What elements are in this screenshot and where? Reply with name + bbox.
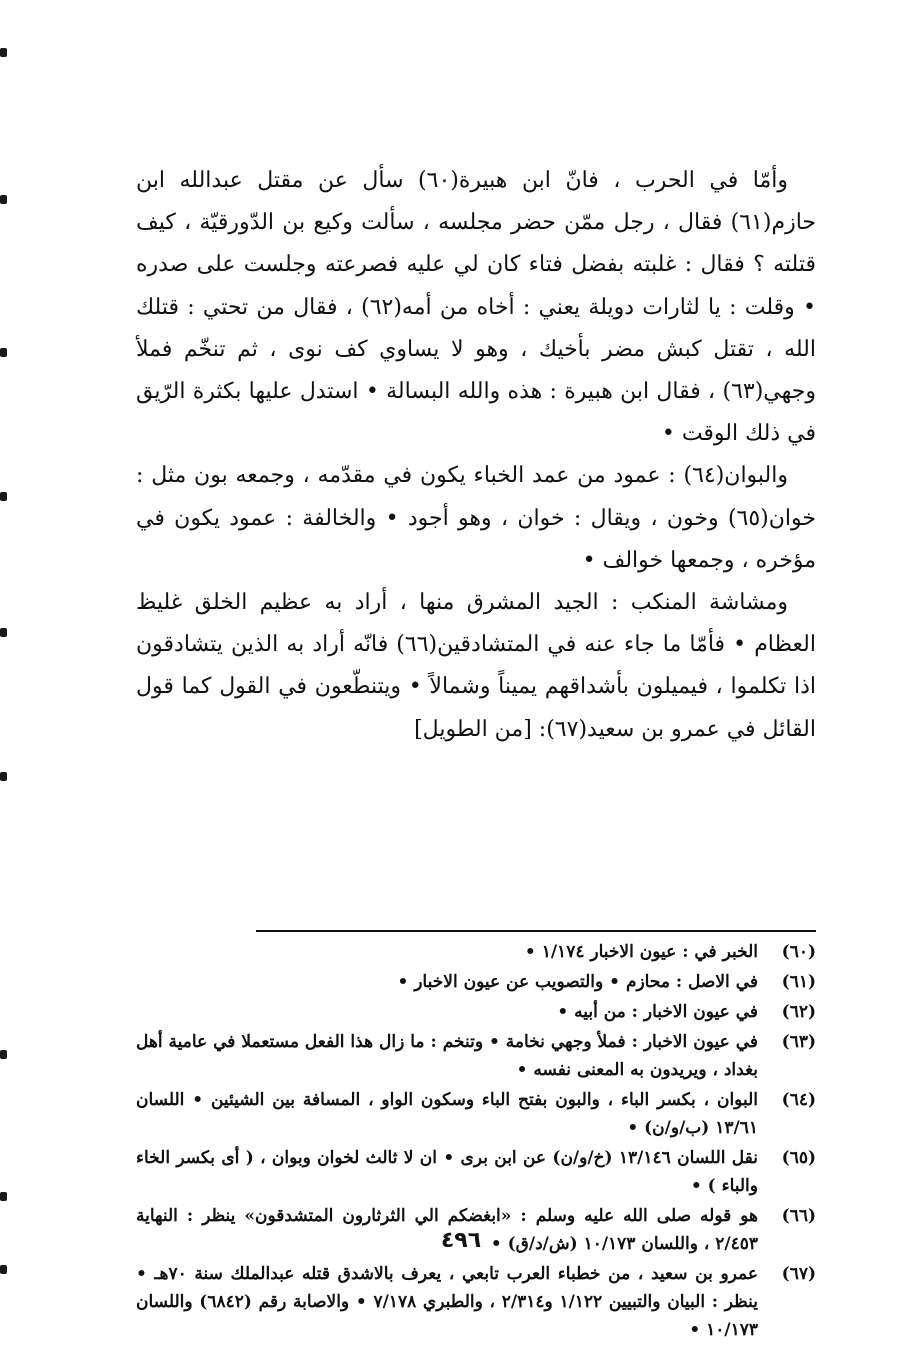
footnote-number: (٦٤) <box>781 1090 816 1110</box>
scan-mark <box>0 628 7 637</box>
scan-mark <box>0 195 7 204</box>
footnote-number: (٦٢) <box>781 1002 816 1022</box>
footnote-text: هو قوله صلى الله عليه وسلم : «ابغضكم الي الثرثارون المتشدقون» ينظر : النهاية ٢/٤٥٣ ، واللسان ١٠/١٧٣ (ش/د/ق) • <box>136 1206 758 1254</box>
footnote <box>136 998 816 1026</box>
footnote-number: (٦٦) <box>781 1206 816 1226</box>
scan-mark <box>0 772 7 781</box>
footnote <box>136 1028 816 1084</box>
footnote-number: (٦١) <box>781 972 816 992</box>
footnote-number: (٦٠) <box>781 942 816 962</box>
scan-mark <box>0 48 7 57</box>
paragraph-bawan: والبوان(٦٤) : عمود من عمد الخباء يكون في مقدّمه ، وجمعه بون مثل : خوان(٦٥) وخون ، ويقال : خوان ، وهو أجود • والخالفة : عمود يكون في مؤخره ، وجمعها خوالف • <box>136 463 816 573</box>
paragraph-battle: وأمّا في الحرب ، فانّ ابن هبيرة(٦٠) سأل عن مقتل عبدالله ابن حازم(٦١) فقال ، رجل ممّن حضر مجلسه ، سألت وكيع بن الدّورقيّة ، كيف قتلته ؟ فقال : غلبته بفضل فتاء كان لي عليه فصرعته وجلست على صدره • وقلت : يا لثارات دويلة يعني : أخاه من أمه(٦٢) ، فقال من تحتي : قتلك الله ، تقتل كبش مضر بأخيك ، وهو لا يساوي كف نوى ، ثم تنخّم فملأ وجهي(٦٣) ، فقال ابن هبيرة : هذه والله البسالة • استدل عليها بكثرة الرّيق في ذلك الوقت • <box>136 168 816 447</box>
footnote-text: البوان ، بكسر الباء ، والبون بفتح الباء وسكون الواو ، المسافة بين الشيئين • اللسان ١٣/٦١ (ب/و/ن) • <box>136 1090 758 1138</box>
scan-mark <box>0 492 7 501</box>
scan-mark <box>0 1265 7 1274</box>
footnote <box>136 1260 816 1344</box>
footnotes <box>136 938 816 1346</box>
paragraph-mushasha: ومشاشة المنكب : الجيد المشرق منها ، أراد به عظيم الخلق غليظ العظام • فأمّا ما جاء عنه في المتشادقين(٦٦) فانّه أراد به الذين يتشادقون اذا تكلموا ، فيميلون بأشداقهم يميناً وشمالاً • ويتنطّعون في القول كما قول القائل في عمرو بن سعيد(٦٧): [من الطويل] <box>136 590 816 742</box>
scan-mark <box>0 1192 7 1201</box>
footnote-number: (٦٣) <box>781 1032 816 1052</box>
page-number: ٤٩٦ <box>440 1228 482 1253</box>
footnote <box>136 1086 816 1142</box>
footnote-number: (٦٥) <box>781 1148 816 1168</box>
footnote <box>136 968 816 996</box>
footnote-divider <box>256 930 816 932</box>
footnote-text: نقل اللسان ١٣/١٤٦ (خ/و/ن) عن ابن برى • ان لا ثالث لخوان وبوان ، ( أى بكسر الخاء والباء ) • <box>136 1148 759 1196</box>
scan-mark <box>0 348 7 357</box>
footnote-text: في عيون الاخبار : فملأ وجهي نخامة • وتنخم : ما زال هذا الفعل مستعملا في عامية أهل بغداد ، ويريدون به المعنى نفسه • <box>136 1032 758 1080</box>
footnote-text: الخبر في : عيون الاخبار ١/١٧٤ • <box>524 942 758 962</box>
scan-mark <box>0 1050 7 1059</box>
footnote <box>136 1144 816 1200</box>
footnote-number: (٦٧) <box>781 1264 816 1284</box>
footnote <box>136 938 816 966</box>
footnote-text: عمرو بن سعيد ، من خطباء العرب تابعي ، يعرف بالاشدق قتله عبدالملك سنة ٧٠هـ • ينظر : البيان والتبيين ١/١٢٢ و٢/٣١٤ ، والطبري ٧/١٧٨ • والاصابة رقم (٦٨٤٢) واللسان ١٠/١٧٣ • <box>136 1264 759 1340</box>
footnote-text: في عيون الاخبار : من أبيه • <box>557 1002 758 1022</box>
footnote-text: في الاصل : محازم • والتصويب عن عيون الاخبار • <box>397 972 758 992</box>
